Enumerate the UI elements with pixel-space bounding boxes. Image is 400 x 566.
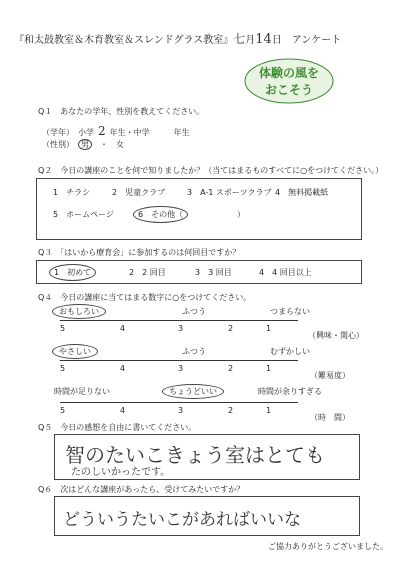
q2-option-2: 2 児童クラブ [112, 188, 166, 197]
gender-label: （性別） [42, 140, 70, 149]
scale1-left-label: おもしろい [52, 304, 106, 319]
scale2-line [60, 360, 298, 361]
month-label: 月 [245, 35, 256, 46]
gender-female: 女 [116, 140, 124, 149]
scale1-right-label: つまらない [270, 307, 310, 316]
elementary-unit: 年生 [109, 128, 126, 137]
q1-text: あなたの学年、性別を教えてください。 [60, 107, 205, 116]
q5-heading [38, 422, 196, 433]
q6-answer-box [54, 496, 360, 536]
grade-label: （学年） [42, 128, 70, 137]
elementary-grade-answer: 2 [98, 124, 106, 138]
q3-option-2: 2 2 回目 [129, 268, 166, 277]
scale2-num-4: 4 [120, 364, 126, 373]
scale2-num-5: 5 [60, 364, 66, 373]
q1-heading [38, 106, 204, 117]
q2-close-paren: ） [237, 210, 245, 219]
survey-title [14, 30, 341, 47]
scale3-num-5: 5 [60, 406, 66, 415]
q4-scale-time [40, 382, 380, 426]
logo-line1: 体験の風を [258, 66, 320, 80]
middle-unit: 年生 [173, 128, 190, 137]
gender-male-circled: 男 [78, 139, 92, 150]
day-value: 14 [255, 32, 272, 47]
survey-label: アンケート [291, 35, 342, 46]
q6-text: 次はどんな講座があったら、受けてみたいですか？ [60, 485, 245, 494]
q5-answer-box [54, 434, 360, 480]
scale3-num-4: 4 [120, 406, 126, 415]
q4-scale-interest [40, 302, 380, 344]
scale1-category: （興味・関心） [308, 331, 364, 340]
q2-option-3: 3 A-1 スポーツクラブ [187, 188, 272, 197]
scale2-num-3: 3 [178, 364, 184, 373]
q5-answer-line2: たのしいかったです。 [71, 467, 171, 478]
scale2-mid-label: ふつう [182, 347, 206, 356]
scale3-num-1: 1 [266, 406, 272, 415]
q2-option-1: 1 チラシ [53, 188, 91, 197]
q1-gender-row [42, 139, 124, 150]
title-prefix: 『和太鼓教室＆木育教室＆スレンドグラス教室』 [14, 35, 234, 46]
q2-label: Q２ [38, 166, 53, 175]
q2-option-4: 4 無料掲載紙 [275, 188, 329, 197]
logo-graphic [244, 58, 334, 104]
q3-options-box [36, 260, 362, 284]
q2-heading [38, 165, 383, 176]
q5-text: 今日の感想を自由に書いてください。 [60, 423, 197, 432]
dot: ・ [125, 128, 134, 137]
scale3-num-2: 2 [228, 406, 234, 415]
q1-label: Q１ [38, 107, 53, 116]
q3-option-1-circled: 1 初めて [49, 264, 96, 281]
scale3-right-label: 時間が余りすぎる [258, 387, 322, 396]
q5-answer-line1: 智のたいこきょう室はとても [65, 443, 325, 467]
logo-line2: おこそう [264, 83, 314, 97]
q6-heading [38, 484, 244, 495]
q3-heading [38, 247, 240, 258]
q4-scale-difficulty [40, 342, 380, 384]
q3-option-3: 3 3 回目 [195, 268, 232, 277]
scale1-line [60, 320, 298, 321]
q3-label: Q３ [38, 248, 53, 257]
q2-option-6-circled: 6 その他（ [133, 206, 188, 223]
scale1-num-1: 1 [266, 324, 272, 333]
scale3-line [60, 402, 298, 403]
gender-dot: ・ [100, 140, 108, 149]
month-value: 七 [233, 32, 246, 46]
scale1-num-3: 3 [178, 324, 184, 333]
scale1-mid-label: ふつう [182, 307, 206, 316]
scale1-num-5: 5 [60, 324, 66, 333]
thanks-note: ご協力ありがとうございました。 [268, 542, 388, 551]
scale1-num-4: 4 [120, 324, 126, 333]
elementary-label: 小学 [78, 128, 94, 137]
day-label: 日 [271, 35, 282, 46]
middle-label: 中学 [133, 128, 150, 137]
q2-option-5: 5 ホームページ [53, 210, 114, 219]
q5-label: Q５ [38, 423, 53, 432]
scale2-num-1: 1 [266, 364, 272, 373]
q3-text: 「はいから療育会」に参加するのは何回目ですか？ [60, 248, 241, 257]
scale2-right-label: むずかしい [270, 347, 310, 356]
scale3-num-3: 3 [178, 406, 184, 415]
q6-label: Q６ [38, 485, 53, 494]
q6-answer: どういうたいこがあればいいな [63, 510, 301, 530]
scale2-num-2: 2 [228, 364, 234, 373]
scale2-left-label: やさしい [52, 344, 98, 359]
scale3-left-label: 時間が足りない [54, 387, 110, 396]
scale3-category: （時 間） [310, 413, 350, 422]
q2-text: 今日の講座のことを何で知りましたか？（当てはまるものすべてに○をつけてください。） [60, 166, 384, 175]
event-logo [244, 58, 334, 104]
scale1-num-2: 2 [228, 324, 234, 333]
scale3-mid-label: ちょうどいい [162, 384, 224, 399]
scale2-category: （難易度） [310, 371, 350, 380]
q2-options-box [36, 178, 362, 240]
q1-grade-row [42, 124, 190, 138]
q4-text: 今日の講座に当てはまる数字に○をつけてください。 [60, 293, 252, 302]
q3-option-4: 4 4 回目以上 [259, 268, 312, 277]
q4-label: Q４ [38, 293, 53, 302]
